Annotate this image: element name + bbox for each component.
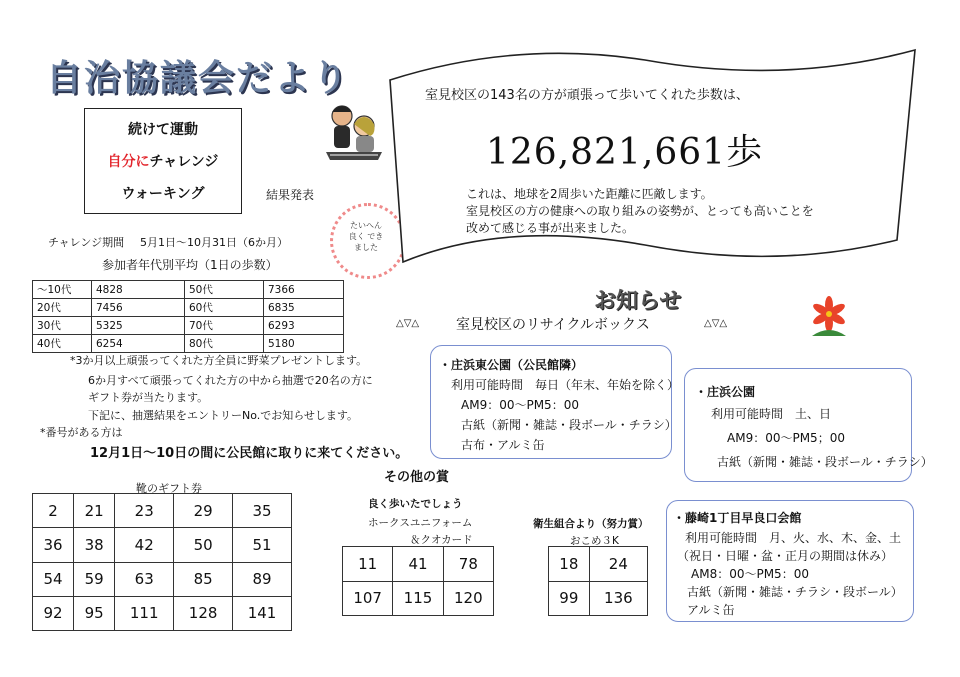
gift-title: 靴のギフト券	[136, 482, 202, 495]
period-value: 5月1日～10月31日（6か月）	[140, 236, 288, 249]
table-row: 20代 7456 60代 6835	[33, 299, 344, 317]
effort-sub: おこめ３K	[570, 535, 619, 547]
recycle-box-shohama-east	[430, 345, 680, 459]
effort-title: 衛生組合より（努力賞）	[533, 518, 649, 530]
page-title: 自治協議会だより	[46, 58, 351, 99]
banner-line-1: これは、地球を2周歩いた距離に匹敵します。	[466, 187, 713, 201]
box-3-hours: AM8：00～PM5：00	[691, 567, 809, 581]
challenge-line-3: ウォーキング	[121, 186, 205, 202]
walkers-illustration-icon	[318, 100, 390, 166]
poinsettia-icon	[806, 296, 852, 338]
box-3-name: ・藤崎1丁目早良口会館	[673, 511, 802, 525]
note-2: 6か月すべて頑張ってくれた方の中から抽選で20名の方に	[88, 374, 373, 387]
table-row: 99 136	[549, 581, 648, 616]
banner-line-3: 改めて感じる事が出来ました。	[466, 221, 635, 235]
box-1-hours-label: 利用可能時間 毎日（年末、年始を除く）	[451, 378, 680, 392]
box-2-hours: AM9：00～PM5；00	[727, 431, 845, 445]
box-3-closed-note: （祝日・日曜・盆・正月の期間は休み）	[677, 549, 894, 563]
table-row: 40代 6254 80代 5180	[33, 335, 344, 353]
results-label: 結果発表	[266, 188, 315, 202]
challenge-line-2-rest: チャレンジ	[149, 154, 219, 170]
challenge-line-1: 続けて運動	[128, 122, 198, 138]
challenge-line-2-red: 自分に	[107, 154, 150, 170]
box-3-hours-label: 利用可能時間 月、火、水、木、金、土	[685, 531, 902, 545]
recycle-box-shohama	[684, 368, 933, 482]
box-1-items-2: 古布・アルミ缶	[461, 438, 545, 452]
table-row: 11 41 78	[343, 547, 494, 582]
good-walk-title: 良く歩いたでしょう	[368, 498, 463, 510]
averages-title: 参加者年代別平均（1日の歩数）	[102, 258, 278, 272]
banner-line-2: 室見校区の方の健康への取り組みの姿勢が、とっても高いことを	[466, 204, 814, 218]
gift-winners-table	[32, 493, 292, 631]
box-1-hours: AM9：00～PM5：00	[461, 398, 579, 412]
challenge-title-box	[84, 108, 242, 214]
banner-intro: 室見校区の143名の方が頑張って歩いてくれた歩数は、	[425, 88, 749, 103]
deco-left-icon: △▽△	[396, 318, 420, 329]
table-row: 18 24	[549, 547, 648, 582]
stamp-text: たいへん 良く できました	[348, 221, 384, 252]
notice-subtitle: 室見校区のリサイクルボックス	[456, 317, 650, 333]
good-walk-sub-1: ホークスユニフォーム	[368, 517, 473, 529]
note-6: 12月1日～10日の間に公民館に取りに来てください。	[90, 446, 409, 461]
averages-table	[32, 280, 344, 353]
box-3-items-2: アルミ缶	[687, 603, 735, 617]
box-2-hours-label: 利用可能時間 土、日	[711, 407, 832, 421]
deco-right-icon: △▽△	[704, 318, 728, 329]
banner-text	[466, 186, 814, 237]
good-walk-table	[342, 546, 494, 616]
table-row: 36 38 42 50 51	[33, 528, 292, 562]
box-2-name: ・庄浜公園	[695, 385, 756, 399]
box-2-items: 古紙（新聞・雑誌・段ボール・チラシ）	[717, 455, 933, 469]
other-prizes-title: その他の賞	[384, 470, 450, 485]
table-row: 2 21 23 29 35	[33, 494, 292, 528]
note-4: 下記に、抽選結果をエントリーNo.でお知らせします。	[88, 409, 359, 422]
good-walk-sub-2: ＆クオカード	[410, 534, 473, 546]
note-3: ギフト券が当たります。	[88, 391, 209, 404]
recycle-box-fujisaki	[666, 500, 914, 622]
steps-total: 126,821,661歩	[486, 132, 764, 173]
table-row: 30代 5325 70代 6293	[33, 317, 344, 335]
table-row: 54 59 63 85 89	[33, 562, 292, 596]
table-row: 92 95 111 128 141	[33, 596, 292, 630]
box-1-items-1: 古紙（新聞・雑誌・段ボール・チラシ）	[461, 418, 677, 432]
effort-table	[548, 546, 648, 616]
table-row: ～10代 4828 50代 7366	[33, 281, 344, 299]
period-label: チャレンジ期間	[48, 236, 125, 249]
note-5: *番号がある方は	[40, 426, 123, 439]
note-1: *3か月以上頑張ってくれた方全員に野菜プレゼントします。	[70, 354, 368, 367]
challenge-line-2	[85, 151, 241, 171]
box-3-items-1: 古紙（新聞・雑誌・チラシ・段ボール）	[687, 585, 903, 599]
box-1-name: ・庄浜東公園（公民館隣）	[439, 358, 584, 372]
table-row: 107 115 120	[343, 581, 494, 616]
notice-title: お知らせ	[594, 289, 682, 314]
